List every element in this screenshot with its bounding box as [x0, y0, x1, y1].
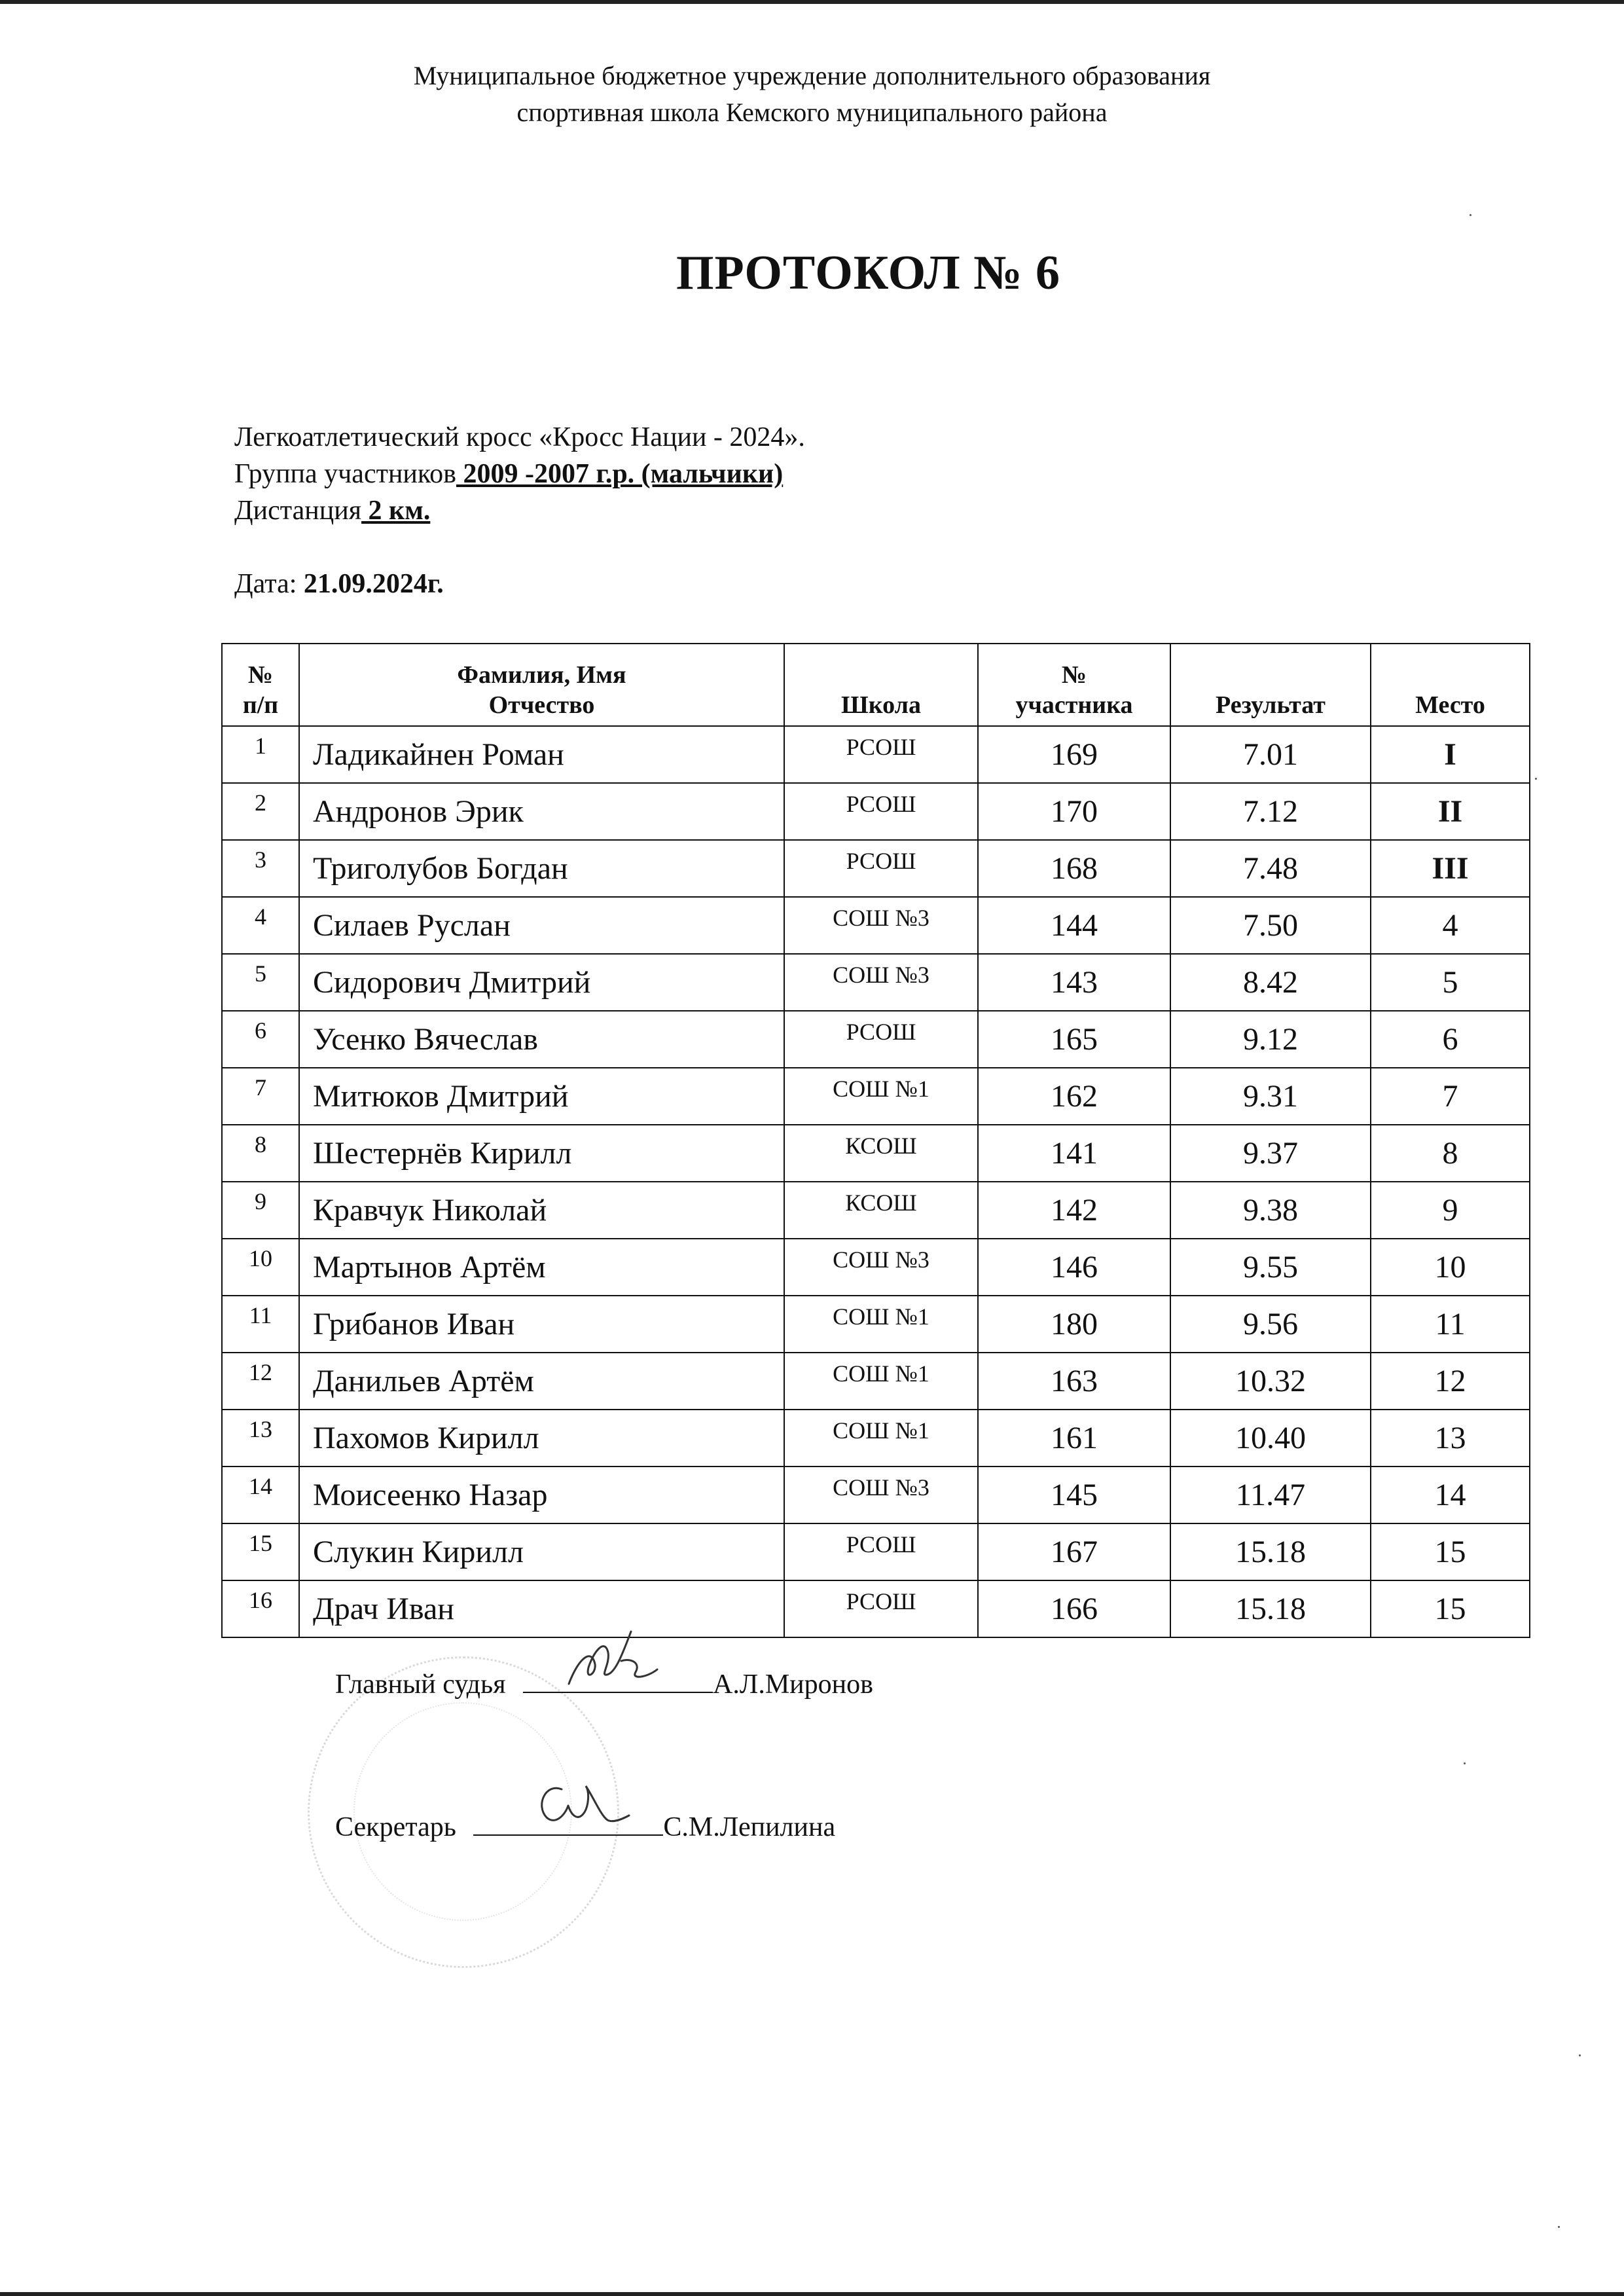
- participant-result: 7.48: [1170, 840, 1371, 897]
- table-row: [222, 840, 1530, 897]
- participant-result: 15.18: [1170, 1580, 1371, 1637]
- row-index: 8: [222, 1125, 299, 1182]
- participant-name: Моисеенко Назар: [299, 1467, 784, 1523]
- chief-judge-signature-icon: [523, 1612, 713, 1690]
- scan-speck: [1558, 2226, 1560, 2228]
- table-row: [222, 1011, 1530, 1068]
- participant-result: 9.12: [1170, 1011, 1371, 1068]
- table-row: [222, 726, 1530, 783]
- participant-school: СОШ №1: [784, 1068, 978, 1125]
- participant-school: СОШ №3: [784, 954, 978, 1011]
- event-info: [234, 419, 805, 602]
- participant-result: 10.40: [1170, 1410, 1371, 1467]
- chief-judge-name: А.Л.Миронов: [713, 1669, 873, 1700]
- participant-number: 146: [978, 1239, 1170, 1296]
- participant-name: Силаев Руслан: [299, 897, 784, 954]
- participant-school: РСОШ: [784, 840, 978, 897]
- participant-place: 11: [1371, 1296, 1530, 1353]
- participant-place: 13: [1371, 1410, 1530, 1467]
- participant-school: РСОШ: [784, 783, 978, 840]
- participant-place: 8: [1371, 1125, 1530, 1182]
- row-index: 13: [222, 1410, 299, 1467]
- row-index: 4: [222, 897, 299, 954]
- table-row: [222, 1125, 1530, 1182]
- participant-school: КСОШ: [784, 1125, 978, 1182]
- secretary-name: С.М.Лепилина: [663, 1812, 836, 1842]
- table-row: [222, 1182, 1530, 1239]
- row-index: 10: [222, 1239, 299, 1296]
- participant-place: II: [1371, 783, 1530, 840]
- header-name: [299, 644, 784, 726]
- participant-school: РСОШ: [784, 726, 978, 783]
- header-result: Результат: [1170, 644, 1371, 726]
- distance-label: Дистанция: [234, 496, 362, 526]
- participant-number: 162: [978, 1068, 1170, 1125]
- participant-name: Андронов Эрик: [299, 783, 784, 840]
- distance-value: 2 км.: [361, 496, 431, 526]
- participant-number: 143: [978, 954, 1170, 1011]
- participant-name: Мартынов Артём: [299, 1239, 784, 1296]
- participant-number: 142: [978, 1182, 1170, 1239]
- participant-result: 9.55: [1170, 1239, 1371, 1296]
- participant-place: 10: [1371, 1239, 1530, 1296]
- participant-number: 167: [978, 1523, 1170, 1580]
- participant-school: РСОШ: [784, 1011, 978, 1068]
- row-index: 14: [222, 1467, 299, 1523]
- participant-result: 10.32: [1170, 1353, 1371, 1410]
- event-name: Легкоатлетический кросс «Кросс Нации - 2024».: [234, 422, 805, 452]
- table-row: [222, 897, 1530, 954]
- table-row: [222, 1296, 1530, 1353]
- row-index: 1: [222, 726, 299, 783]
- table-row: [222, 1068, 1530, 1125]
- participant-place: 14: [1371, 1467, 1530, 1523]
- scan-speck: [1470, 214, 1471, 216]
- scan-speck: [1464, 1762, 1466, 1764]
- participant-result: 9.37: [1170, 1125, 1371, 1182]
- secretary-signature-blank: [473, 1806, 663, 1836]
- results-table: [221, 643, 1530, 1638]
- participant-number: 144: [978, 897, 1170, 954]
- participant-school: СОШ №3: [784, 1239, 978, 1296]
- participant-name: Грибанов Иван: [299, 1296, 784, 1353]
- participant-place: 4: [1371, 897, 1530, 954]
- participant-name: Драч Иван: [299, 1580, 784, 1637]
- participant-place: I: [1371, 726, 1530, 783]
- participant-result: 9.31: [1170, 1068, 1371, 1125]
- participant-number: 165: [978, 1011, 1170, 1068]
- header-name-line-2: Отчество: [488, 691, 595, 719]
- participant-name: Данильев Артём: [299, 1353, 784, 1410]
- row-index: 7: [222, 1068, 299, 1125]
- participant-place: 15: [1371, 1523, 1530, 1580]
- participant-number: 169: [978, 726, 1170, 783]
- table-row: [222, 1523, 1530, 1580]
- header-index: [222, 644, 299, 726]
- header-number-line-2: участника: [1015, 691, 1133, 719]
- participant-result: 8.42: [1170, 954, 1371, 1011]
- results-table-body: [222, 726, 1530, 1637]
- organization-line-1: Муниципальное бюджетное учреждение дополнительного образования: [413, 61, 1211, 90]
- secretary-label: Секретарь: [335, 1812, 456, 1842]
- participant-name: Триголубов Богдан: [299, 840, 784, 897]
- event-date: [234, 566, 805, 602]
- header-index-line-2: п/п: [242, 691, 279, 719]
- row-index: 15: [222, 1523, 299, 1580]
- participant-school: КСОШ: [784, 1182, 978, 1239]
- participant-name: Шестернёв Кирилл: [299, 1125, 784, 1182]
- date-label: Дата:: [234, 569, 297, 599]
- date-value: 21.09.2024г.: [303, 569, 444, 599]
- scan-border-bottom: [0, 2292, 1624, 2296]
- secretary-signature-line: [335, 1806, 835, 1846]
- participant-number: 141: [978, 1125, 1170, 1182]
- table-row: [222, 783, 1530, 840]
- scan-border-top: [0, 0, 1624, 4]
- participant-school: СОШ №1: [784, 1353, 978, 1410]
- header-number-line-1: №: [1061, 661, 1087, 689]
- scan-speck: [1535, 778, 1537, 780]
- participant-school: СОШ №1: [784, 1410, 978, 1467]
- participant-name: Пахомов Кирилл: [299, 1410, 784, 1467]
- participant-place: 6: [1371, 1011, 1530, 1068]
- protocol-title: ПРОТОКОЛ № 6: [676, 246, 1061, 300]
- participant-number: 161: [978, 1410, 1170, 1467]
- participant-result: 9.38: [1170, 1182, 1371, 1239]
- chief-judge-label: Главный судья: [335, 1669, 506, 1700]
- participant-number: 180: [978, 1296, 1170, 1353]
- participant-result: 11.47: [1170, 1467, 1371, 1523]
- header-participant-number: [978, 644, 1170, 726]
- participant-school: РСОШ: [784, 1580, 978, 1637]
- group-value: 2009 -2007 г.р. (мальчики): [456, 459, 784, 489]
- participant-name: Кравчук Николай: [299, 1182, 784, 1239]
- participant-group: [234, 456, 805, 492]
- header-place: Место: [1371, 644, 1530, 726]
- participant-school: СОШ №3: [784, 1467, 978, 1523]
- participant-place: 7: [1371, 1068, 1530, 1125]
- chief-judge-signature-line: [335, 1663, 873, 1703]
- row-index: 3: [222, 840, 299, 897]
- participant-result: 7.50: [1170, 897, 1371, 954]
- participant-name: Сидорович Дмитрий: [299, 954, 784, 1011]
- table-row: [222, 954, 1530, 1011]
- table-row: [222, 1353, 1530, 1410]
- row-index: 12: [222, 1353, 299, 1410]
- participant-school: РСОШ: [784, 1523, 978, 1580]
- chief-judge-signature-blank: [523, 1663, 713, 1693]
- table-row: [222, 1580, 1530, 1637]
- participant-place: 5: [1371, 954, 1530, 1011]
- participant-number: 163: [978, 1353, 1170, 1410]
- participant-place: 12: [1371, 1353, 1530, 1410]
- participant-place: 9: [1371, 1182, 1530, 1239]
- distance: [234, 492, 805, 529]
- header-school: Школа: [784, 644, 978, 726]
- participant-result: 15.18: [1170, 1523, 1371, 1580]
- participant-result: 9.56: [1170, 1296, 1371, 1353]
- participant-result: 7.01: [1170, 726, 1371, 783]
- organization-line-2: спортивная школа Кемского муниципального района: [516, 98, 1108, 127]
- group-label: Группа участников: [234, 459, 456, 489]
- participant-name: Слукин Кирилл: [299, 1523, 784, 1580]
- row-index: 5: [222, 954, 299, 1011]
- secretary-signature-icon: [473, 1760, 663, 1832]
- participant-place: 15: [1371, 1580, 1530, 1637]
- participant-place: III: [1371, 840, 1530, 897]
- row-index: 6: [222, 1011, 299, 1068]
- participant-name: Усенко Вячеслав: [299, 1011, 784, 1068]
- participant-school: СОШ №1: [784, 1296, 978, 1353]
- participant-result: 7.12: [1170, 783, 1371, 840]
- row-index: 9: [222, 1182, 299, 1239]
- participant-number: 168: [978, 840, 1170, 897]
- participant-number: 170: [978, 783, 1170, 840]
- organization-header: [0, 58, 1624, 131]
- row-index: 11: [222, 1296, 299, 1353]
- row-index: 2: [222, 783, 299, 840]
- spacer: [234, 529, 805, 566]
- row-index: 16: [222, 1580, 299, 1637]
- participant-number: 166: [978, 1580, 1170, 1637]
- participant-number: 145: [978, 1467, 1170, 1523]
- header-index-line-1: №: [247, 661, 274, 689]
- table-row: [222, 1410, 1530, 1467]
- participant-school: СОШ №3: [784, 897, 978, 954]
- header-name-line-1: Фамилия, Имя: [457, 661, 626, 689]
- scan-speck: [1579, 2054, 1581, 2056]
- results-table-header: [222, 644, 1530, 726]
- table-row: [222, 1467, 1530, 1523]
- participant-name: Ладикайнен Роман: [299, 726, 784, 783]
- table-row: [222, 1239, 1530, 1296]
- participant-name: Митюков Дмитрий: [299, 1068, 784, 1125]
